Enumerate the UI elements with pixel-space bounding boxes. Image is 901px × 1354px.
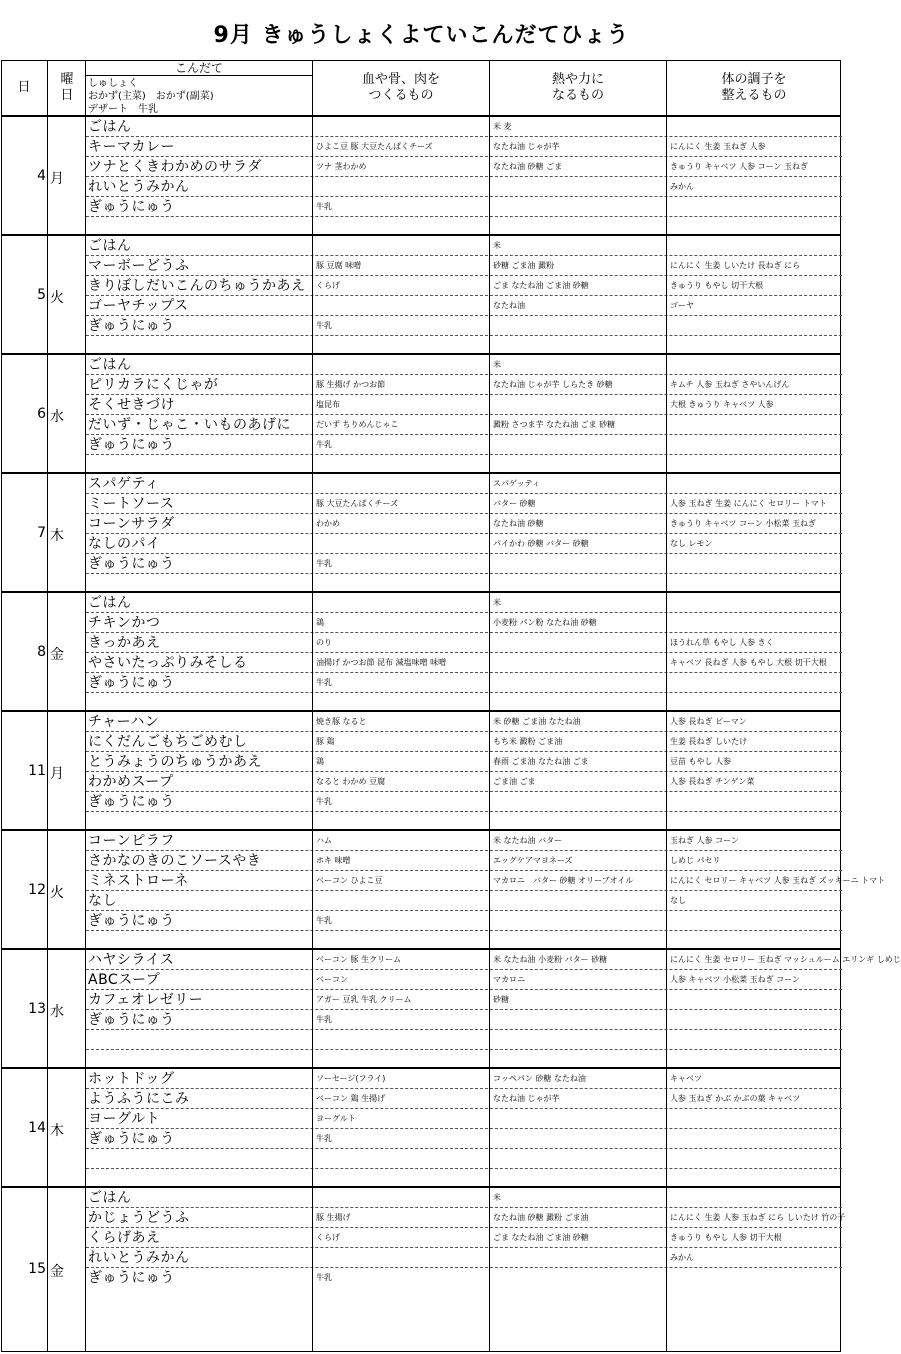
yellow-foods: ごま油 ごま xyxy=(493,777,536,786)
dish-name: コーンサラダ xyxy=(88,516,175,532)
menu-row xyxy=(86,732,842,752)
red-foods: ソーセージ(フライ) xyxy=(316,1074,386,1083)
menu-row xyxy=(86,375,842,395)
dish-name: カフェオレゼリー xyxy=(88,992,204,1008)
day-block xyxy=(2,1069,840,1188)
header-dishes-line1: しゅしょく xyxy=(88,78,138,89)
green-foods: キムチ 人参 玉ねぎ さやいんげん xyxy=(670,380,790,389)
day-number: 5 xyxy=(37,286,46,303)
header-weekday-2: 日 xyxy=(60,88,74,103)
menu-row xyxy=(86,316,842,336)
day-number: 15 xyxy=(28,1260,46,1277)
dish-name: れいとうみかん xyxy=(88,179,190,195)
red-foods: 豚 豆腐 味噌 xyxy=(316,261,362,270)
menu-row xyxy=(86,891,842,911)
menu-row xyxy=(86,712,842,732)
dish-name: ごはん xyxy=(88,119,132,135)
red-foods: だいず ちりめんじゃこ xyxy=(316,420,399,429)
dish-name: きっかあえ xyxy=(88,635,161,651)
menu-row xyxy=(86,911,842,931)
red-foods: 豚 生揚げ xyxy=(316,1213,351,1222)
menu-row xyxy=(86,1149,842,1169)
red-foods: ベーコン 豚 生クリーム xyxy=(316,955,402,964)
red-foods: 焼き豚 なると xyxy=(316,717,367,726)
red-foods: ホキ 味噌 xyxy=(316,856,351,865)
green-foods: 人参 玉ねぎ かぶ かぶの葉 キャベツ xyxy=(670,1094,801,1103)
red-foods: なると わかめ 豆腐 xyxy=(316,777,386,786)
red-foods: ベーコン 鶏 生揚げ xyxy=(316,1094,386,1103)
red-foods: 鶏 xyxy=(316,757,324,766)
dish-name: ぎゅうにゅう xyxy=(88,1131,175,1147)
dish-name: ぎゅうにゅう xyxy=(88,1270,175,1286)
green-foods: にんにく 生姜 しいたけ 長ねぎ にら xyxy=(670,261,801,270)
menu-row xyxy=(86,950,901,970)
red-foods: ハム xyxy=(316,836,332,845)
yellow-foods: 米 砂糖 ごま油 なたね油 xyxy=(493,717,581,726)
dish-name: かじょうどうふ xyxy=(88,1210,190,1226)
day-block xyxy=(2,474,840,593)
day-weekday: 火 xyxy=(50,289,64,306)
yellow-foods: マカロニ xyxy=(493,975,525,984)
dish-name: ごはん xyxy=(88,357,132,373)
day-weekday: 木 xyxy=(50,1122,64,1139)
red-foods: 鶏 xyxy=(316,618,324,627)
menu-row xyxy=(86,613,842,633)
dish-name: キーマカレー xyxy=(88,139,175,155)
header-weekday xyxy=(48,61,86,115)
menu-row xyxy=(86,336,842,356)
menu-row xyxy=(86,455,842,475)
red-foods: 牛乳 xyxy=(316,1273,332,1282)
green-foods: みかん xyxy=(670,1253,694,1262)
menu-row xyxy=(86,534,842,554)
dish-name: チキンかつ xyxy=(88,615,161,631)
header-red-group xyxy=(313,61,489,115)
red-foods: 牛乳 xyxy=(316,1015,332,1024)
col-divider xyxy=(85,61,86,1351)
header-dishes-title: こんだて xyxy=(174,61,223,75)
red-foods: 牛乳 xyxy=(316,797,332,806)
red-foods: 豚 大豆たんぱくチーズ xyxy=(316,499,399,508)
dish-name: やさいたっぷりみそしる xyxy=(88,655,248,671)
menu-row xyxy=(86,673,842,693)
day-number: 12 xyxy=(28,881,46,898)
day-block xyxy=(2,593,840,712)
yellow-foods: 米 なたね油 小麦粉 バター 砂糖 xyxy=(493,955,608,964)
dish-name: ミネストローネ xyxy=(88,873,189,889)
header-dishes-line3: デザート 牛乳 xyxy=(88,104,158,115)
red-foods: 牛乳 xyxy=(316,321,332,330)
yellow-foods: 米 なたね油 バター xyxy=(493,836,563,845)
day-number: 4 xyxy=(37,167,46,184)
red-foods: 塩昆布 xyxy=(316,400,340,409)
yellow-foods: 小麦粉 パン粉 なたね油 砂糖 xyxy=(493,618,597,627)
yellow-foods: 米 麦 xyxy=(493,122,512,131)
menu-table xyxy=(1,60,901,1352)
green-foods: きゅうり キャベツ 人参 コーン 玉ねぎ xyxy=(670,162,809,171)
yellow-foods: 米 xyxy=(493,1193,501,1202)
menu-row xyxy=(86,831,842,851)
day-block xyxy=(2,831,886,950)
day-weekday: 火 xyxy=(50,884,64,901)
col-divider xyxy=(312,61,313,1351)
menu-row xyxy=(86,395,842,415)
header-red-line2: つくるもの xyxy=(368,88,434,103)
menu-row xyxy=(86,1030,842,1050)
dish-name: ツナとくきわかめのサラダ xyxy=(88,159,262,175)
yellow-foods: 澱粉 さつま芋 なたね油 ごま 砂糖 xyxy=(493,420,616,429)
dish-name: ごはん xyxy=(88,238,132,254)
menu-row xyxy=(86,1129,842,1149)
yellow-foods: 米 xyxy=(493,598,501,607)
day-weekday: 水 xyxy=(50,1003,64,1020)
green-foods: 人参 長ねぎ チンゲン菜 xyxy=(670,777,755,786)
menu-row xyxy=(86,1010,842,1030)
day-number: 13 xyxy=(28,1000,46,1017)
day-weekday: 金 xyxy=(50,646,64,663)
menu-row xyxy=(86,236,842,256)
dish-name: なしのパイ xyxy=(88,536,161,552)
menu-row xyxy=(86,435,842,455)
dish-name: ヨーグルト xyxy=(88,1111,161,1127)
day-number: 8 xyxy=(37,643,46,660)
menu-row xyxy=(86,653,842,673)
day-block xyxy=(2,355,840,474)
dish-name: なし xyxy=(88,893,117,909)
col-divider xyxy=(489,61,490,1351)
green-foods: 人参 玉ねぎ 生姜 にんにく セロリー トマト xyxy=(670,499,827,508)
menu-row xyxy=(86,593,842,613)
menu-row xyxy=(86,217,842,237)
menu-row xyxy=(86,851,842,871)
dish-name: ぎゅうにゅう xyxy=(88,556,175,572)
yellow-foods: コッペパン 砂糖 なたね油 xyxy=(493,1074,586,1083)
menu-row xyxy=(86,276,842,296)
green-foods: にんにく 生姜 セロリー 玉ねぎ マッシュルーム エリンギ しめじ xyxy=(670,955,901,964)
yellow-foods: 米 xyxy=(493,241,501,250)
menu-row xyxy=(86,514,842,534)
menu-row xyxy=(86,1169,842,1189)
dish-name: ぎゅうにゅう xyxy=(88,794,175,810)
day-weekday: 水 xyxy=(50,408,64,425)
dish-name: ごはん xyxy=(88,595,132,611)
red-foods: 牛乳 xyxy=(316,678,332,687)
menu-row xyxy=(86,117,842,137)
menu-row xyxy=(86,1069,842,1089)
dish-name: とうみょうのちゅうかあえ xyxy=(88,754,262,770)
day-block xyxy=(2,712,840,831)
day-number: 6 xyxy=(37,405,46,422)
green-foods: キャベツ xyxy=(670,1074,702,1083)
green-foods: みかん xyxy=(670,182,694,191)
menu-row xyxy=(86,772,842,792)
menu-row xyxy=(86,355,842,375)
yellow-foods: マカロニ バター 砂糖 オリーブオイル xyxy=(493,876,634,885)
dish-name: ホットドッグ xyxy=(88,1071,175,1087)
red-foods: 牛乳 xyxy=(316,916,332,925)
header-green-line2: 整えるもの xyxy=(721,88,787,103)
day-block xyxy=(2,950,901,1069)
menu-row xyxy=(86,415,842,435)
yellow-foods: バター 砂糖 xyxy=(493,499,536,508)
dish-name: ぎゅうにゅう xyxy=(88,199,175,215)
header-dishes-divider xyxy=(86,75,312,76)
header-yellow-line1: 熱や力に xyxy=(551,72,604,87)
menu-row xyxy=(86,990,842,1010)
yellow-foods: 春雨 ごま油 なたね油 ごま xyxy=(493,757,589,766)
menu-row xyxy=(86,633,842,653)
header-dishes-line2: おかず(主菜) おかず(副菜) xyxy=(88,91,214,102)
green-foods: ゴーヤ xyxy=(670,301,694,310)
green-foods: 玉ねぎ 人参 コーン xyxy=(670,836,739,845)
menu-row xyxy=(86,871,886,891)
menu-row xyxy=(86,474,842,494)
yellow-foods: なたね油 砂糖 ごま xyxy=(493,162,563,171)
red-foods: ベーコン xyxy=(316,975,348,984)
red-foods: 牛乳 xyxy=(316,559,332,568)
green-foods: ほうれん草 もやし 人参 きく xyxy=(670,638,774,647)
green-foods: にんにく 生姜 人参 玉ねぎ にら しいたけ 竹の子 xyxy=(670,1213,846,1222)
menu-row xyxy=(86,1228,842,1248)
red-foods: くらげ xyxy=(316,281,340,290)
dish-name: ぎゅうにゅう xyxy=(88,318,175,334)
red-foods: くらげ xyxy=(316,1233,340,1242)
header-red-line1: 血や骨、肉を xyxy=(361,72,440,87)
page-title: 9月 きゅうしょくよていこんだてひょう xyxy=(213,23,630,48)
header-weekday-1: 曜 xyxy=(60,72,74,87)
menu-row xyxy=(86,1109,842,1129)
green-foods: 人参 長ねぎ ピーマン xyxy=(670,717,747,726)
yellow-foods: パイかわ 砂糖 バター 砂糖 xyxy=(493,539,589,548)
dish-name: ぎゅうにゅう xyxy=(88,1012,175,1028)
yellow-foods: ごま なたね油 ごま油 砂糖 xyxy=(493,1233,589,1242)
menu-row xyxy=(86,137,842,157)
menu-row xyxy=(86,931,842,951)
red-foods: 豚 生揚げ かつお節 xyxy=(316,380,386,389)
menu-row xyxy=(86,812,842,832)
menu-row xyxy=(86,693,842,713)
menu-row xyxy=(86,296,842,316)
dish-name: チャーハン xyxy=(88,714,160,730)
yellow-foods: もち米 澱粉 ごま油 xyxy=(493,737,563,746)
yellow-foods: なたね油 じゃが芋 xyxy=(493,1094,560,1103)
dish-name: ABCスープ xyxy=(88,972,161,988)
header-dishes xyxy=(86,61,312,115)
menu-row xyxy=(86,970,842,990)
red-foods: ひよこ豆 豚 大豆たんぱくチーズ xyxy=(316,142,433,151)
table-header xyxy=(2,61,840,117)
menu-row xyxy=(86,574,842,594)
green-foods: にんにく セロリー キャベツ 人参 玉ねぎ ズッキーニ トマト xyxy=(670,876,886,885)
dish-name: ごはん xyxy=(88,1190,132,1206)
yellow-foods: エッグケアマヨネーズ xyxy=(493,856,573,865)
dish-name: マーボーどうふ xyxy=(88,258,190,274)
green-foods: 大根 きゅうり キャベツ 人参 xyxy=(670,400,774,409)
yellow-foods: なたね油 砂糖 xyxy=(493,519,544,528)
red-foods: アガー 豆乳 牛乳 クリーム xyxy=(316,995,412,1004)
red-foods: 牛乳 xyxy=(316,1134,332,1143)
green-foods: きゅうり もやし 切干大根 xyxy=(670,281,764,290)
dish-name: きりぼしだいこんのちゅうかあえ xyxy=(88,278,306,294)
menu-row xyxy=(86,1188,842,1208)
header-green-group xyxy=(667,61,841,115)
menu-row xyxy=(86,1050,842,1070)
red-foods: のり xyxy=(316,638,332,647)
yellow-foods: ごま なたね油 ごま油 砂糖 xyxy=(493,281,589,290)
header-green-line1: 体の調子を xyxy=(721,72,787,87)
dish-name: ミートソース xyxy=(88,496,175,512)
col-divider xyxy=(47,61,48,1351)
dish-name: くらげあえ xyxy=(88,1230,161,1246)
green-foods: きゅうり キャベツ コーン 小松菜 玉ねぎ xyxy=(670,519,817,528)
red-foods: ツナ 茎わかめ xyxy=(316,162,367,171)
yellow-foods: 米 xyxy=(493,360,501,369)
menu-row xyxy=(86,752,842,772)
menu-row xyxy=(86,1089,842,1109)
yellow-foods: スパゲッティ xyxy=(493,479,541,488)
yellow-foods: 砂糖 ごま油 澱粉 xyxy=(493,261,555,270)
green-foods: 人参 キャベツ 小松菜 玉ねぎ コーン xyxy=(670,975,801,984)
red-foods: わかめ xyxy=(316,519,340,528)
green-foods: きゅうり もやし 人参 切干大根 xyxy=(670,1233,782,1242)
green-foods: 生姜 長ねぎ しいたけ xyxy=(670,737,748,746)
yellow-foods: なたね油 じゃが芋 しらたき 砂糖 xyxy=(493,380,613,389)
header-yellow-group xyxy=(490,61,666,115)
col-divider xyxy=(666,61,667,1351)
day-weekday: 月 xyxy=(50,170,64,187)
green-foods: にんにく 生姜 玉ねぎ 人参 xyxy=(670,142,766,151)
red-foods: 油揚げ かつお節 昆布 減塩味噌 味噌 xyxy=(316,658,447,667)
yellow-foods: なたね油 砂糖 澱粉 ごま油 xyxy=(493,1213,589,1222)
dish-name: ぎゅうにゅう xyxy=(88,675,175,691)
menu-row xyxy=(86,1268,842,1288)
yellow-foods: 砂糖 xyxy=(493,995,509,1004)
dish-name: ぎゅうにゅう xyxy=(88,437,175,453)
dish-name: スパゲティ xyxy=(88,476,160,492)
menu-row xyxy=(86,792,842,812)
green-foods: しめじ パセリ xyxy=(670,856,721,865)
menu-row xyxy=(86,1208,846,1228)
dish-name: ハヤシライス xyxy=(88,952,175,968)
dish-name: ぎゅうにゅう xyxy=(88,913,175,929)
green-foods: キャベツ 長ねぎ 人参 もやし 大根 切干大根 xyxy=(670,658,827,667)
dish-name: ようふうにこみ xyxy=(88,1091,190,1107)
day-weekday: 金 xyxy=(50,1263,64,1280)
header-yellow-line2: なるもの xyxy=(551,88,604,103)
menu-row xyxy=(86,554,842,574)
dish-name: コーンピラフ xyxy=(88,833,175,849)
header-day: 日 xyxy=(17,80,31,95)
menu-row xyxy=(86,1248,842,1268)
dish-name: わかめスープ xyxy=(88,774,174,790)
red-foods: 牛乳 xyxy=(316,202,332,211)
menu-row xyxy=(86,177,842,197)
red-foods: ヨーグルト xyxy=(316,1114,356,1123)
day-weekday: 木 xyxy=(50,527,64,544)
day-block xyxy=(2,117,840,236)
yellow-foods: なたね油 xyxy=(493,301,525,310)
menu-row xyxy=(86,197,842,217)
red-foods: 豚 鶏 xyxy=(316,737,335,746)
dish-name: にくだんごもちごめむし xyxy=(88,734,248,750)
dish-name: ゴーヤチップス xyxy=(88,298,189,314)
menu-row xyxy=(86,157,842,177)
red-foods: ベーコン ひよこ豆 xyxy=(316,876,383,885)
yellow-foods: なたね油 じゃが芋 xyxy=(493,142,560,151)
green-foods: なし xyxy=(670,896,686,905)
day-number: 11 xyxy=(28,762,46,779)
green-foods: なし レモン xyxy=(670,539,713,548)
dish-name: さかなのきのこソースやき xyxy=(88,853,262,869)
day-block xyxy=(2,1188,846,1351)
day-block xyxy=(2,236,840,355)
dish-name: だいず・じゃこ・いものあげに xyxy=(88,417,291,433)
dish-name: れいとうみかん xyxy=(88,1250,190,1266)
red-foods: 牛乳 xyxy=(316,440,332,449)
day-weekday: 月 xyxy=(50,765,64,782)
dish-name: ピリカラにくじゃが xyxy=(88,377,219,393)
menu-row xyxy=(86,256,842,276)
green-foods: 豆苗 もやし 人参 xyxy=(670,757,732,766)
menu-row xyxy=(86,494,842,514)
day-number: 7 xyxy=(37,524,46,541)
day-number: 14 xyxy=(28,1119,46,1136)
dish-name: そくせきづけ xyxy=(88,397,175,413)
